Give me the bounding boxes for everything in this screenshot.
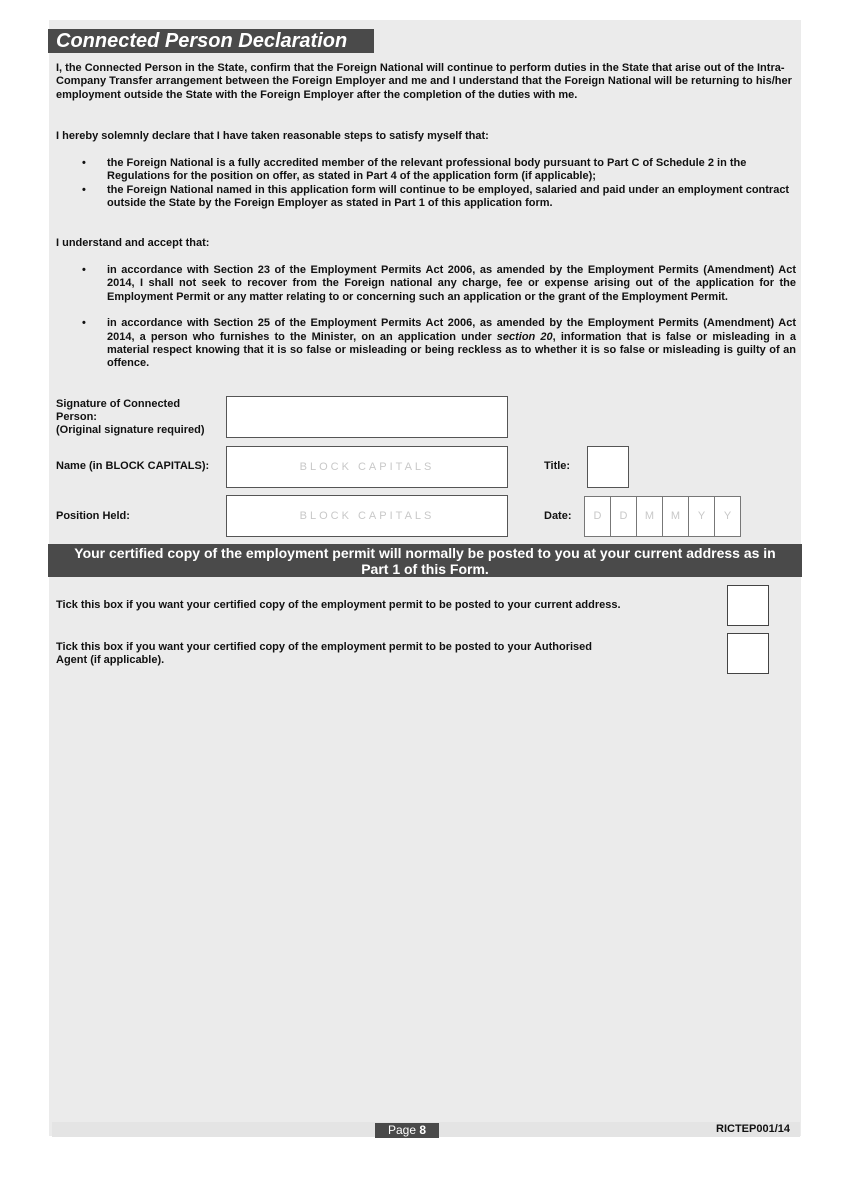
title-field[interactable] <box>587 446 629 488</box>
banner-line: Your certified copy of the employment permit will normally be posted to you at your current address as in <box>74 545 776 561</box>
date-label: Date: <box>544 510 572 522</box>
declare-item: • the Foreign National named in this application form will continue to be employed, salaried and paid under an employment contract outside the State by the Foreign Employer as stated in Part 1 of this application form. <box>56 184 796 211</box>
accept-item <box>56 317 796 371</box>
declare-list <box>56 157 796 211</box>
date-year-box[interactable]: Y <box>714 496 741 537</box>
banner-line: Part 1 of this Form. <box>361 561 489 577</box>
accept-item-text: , information that is false or misleading in a material respect knowing that it is so false or misleading or being reckless as to whether it is so false or misleading is guilty of an offence. <box>107 330 796 370</box>
tick-agent-label <box>56 641 716 668</box>
position-label: Position Held: <box>56 510 130 522</box>
declare-heading: I hereby solemnly declare that I have taken reasonable steps to satisfy myself that: <box>56 130 489 142</box>
page-number-badge <box>375 1123 439 1138</box>
date-day-box[interactable]: D <box>584 496 611 537</box>
accept-list <box>56 264 796 371</box>
accept-heading: I understand and accept that: <box>56 237 210 249</box>
page-word: Page <box>387 1123 416 1137</box>
accept-item-text: in accordance with Section 25 of the Employment Permits Act 2006, as amended by the Employment Permits (Amendment) Act 2014, a person who furnishes to the Minister, on an application under <box>107 317 796 343</box>
tick-current-address-label: Tick this box if you want your certified copy of the employment permit to be posted to your current address. <box>56 599 621 611</box>
document-code: RICTEP001/14 <box>716 1123 790 1135</box>
date-month-box[interactable]: M <box>636 496 663 537</box>
name-field[interactable]: BLOCK CAPITALS <box>226 446 508 488</box>
tick-agent-label-line: Tick this box if you want your certified copy of the employment permit to be posted to your Authorised <box>56 641 593 653</box>
title-label: Title: <box>544 460 571 472</box>
date-month-box[interactable]: M <box>662 496 689 537</box>
date-day-box[interactable]: D <box>610 496 637 537</box>
postal-notice-banner <box>48 544 802 577</box>
tick-agent-label-line: Agent (if applicable). <box>56 654 165 667</box>
accept-item: • in accordance with Section 23 of the Employment Permits Act 2006, as amended by the Employment Permits (Amendment) Act 2014, I shall not seek to recover from the Foreign national any charge, fee or expense arising out of the application for the Employment Permit or any matter relating to or concerning such an application or the grant of the Employment Permit. <box>56 264 796 304</box>
tick-agent-checkbox[interactable] <box>727 633 769 674</box>
section-title: Connected Person Declaration <box>48 29 374 53</box>
signature-label-line: Signature of Connected <box>56 398 181 410</box>
position-field[interactable]: BLOCK CAPITALS <box>226 495 508 537</box>
signature-label-line: Person: <box>56 411 97 423</box>
section-reference: section 20 <box>496 330 553 343</box>
signature-field[interactable] <box>226 396 508 438</box>
tick-current-address-checkbox[interactable] <box>727 585 769 626</box>
signature-label-line: (Original signature required) <box>56 424 205 436</box>
signature-label <box>56 398 226 437</box>
name-label: Name (in BLOCK CAPITALS): <box>56 460 210 472</box>
page-number: 8 <box>419 1123 427 1137</box>
declare-item: • the Foreign National is a fully accredited member of the relevant professional body pursuant to Part C of Schedule 2 in the Regulations for the position on offer, as stated in Part 4 of the application form (if applicable); <box>56 157 796 184</box>
date-year-box[interactable]: Y <box>688 496 715 537</box>
intro-paragraph: I, the Connected Person in the State, confirm that the Foreign National will continue to perform duties in the State that arise out of the Intra-Company Transfer arrangement between the Foreign Employer and me and I understand that the Foreign National will be returning to his/her employment outside the State with the Foreign Employer after the completion of the duties with me. <box>56 62 792 101</box>
